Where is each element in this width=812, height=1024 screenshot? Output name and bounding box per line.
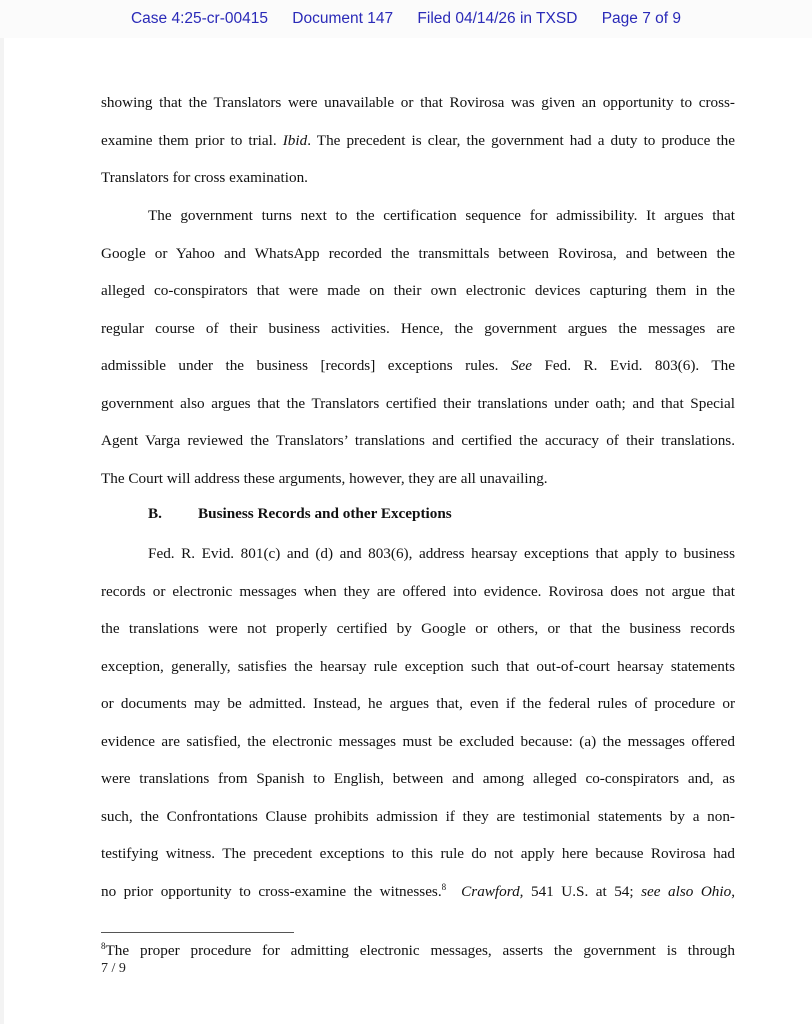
ecf-header — [0, 0, 812, 38]
text-run: Fed. R. Evid. 803(6). The — [532, 357, 735, 374]
footnote-marker: 8 — [101, 941, 106, 951]
footnote-8 — [101, 942, 735, 960]
text-line: regular course of their business activities. Hence, the government argues the messages are — [101, 319, 735, 337]
text-line: evidence are satisfied, the electronic messages must be excluded because: (a) the messages offered — [101, 732, 735, 750]
page-edge — [0, 0, 4, 1024]
text-line — [101, 347, 735, 385]
section-letter: B. — [148, 505, 162, 522]
citation-signal-italic: See — [510, 357, 533, 374]
text-run: 541 U.S. at 54; — [523, 882, 642, 900]
text-line — [101, 122, 735, 160]
footnote-reference[interactable]: 8 — [441, 881, 447, 892]
paragraph-2 — [101, 197, 735, 497]
text-line: Google or Yahoo and WhatsApp recorded the transmittals between Rovirosa, and between the — [101, 244, 735, 262]
text-line: testifying witness. The precedent exceptions to this rule do not apply here because Rovirosa had — [101, 845, 735, 862]
page-number: 7 / 9 — [101, 961, 126, 976]
text-line — [101, 873, 735, 911]
case-citation-italic: Crawford, — [461, 882, 524, 900]
case-citation-italic: see also Ohio — [641, 882, 732, 900]
text-run: no prior opportunity to cross-examine the witnesses. — [101, 882, 442, 900]
text-run: . The precedent is clear, the government had a duty to produce the — [307, 131, 735, 149]
text-run: , — [731, 882, 735, 900]
text-line: showing that the Translators were unavailable or that Rovirosa was given an opportunity to cross- — [101, 94, 735, 111]
text-line: The government turns next to the certification sequence for admissibility. It argues that — [148, 207, 735, 224]
case-number: Case 4:25-cr-00415 — [130, 10, 268, 27]
text-line: Agent Varga reviewed the Translators’ translations and certified the accuracy of their translations. — [101, 432, 735, 449]
ecf-header-line — [0, 10, 812, 28]
text-line: Fed. R. Evid. 801(c) and (d) and 803(6), address hearsay exceptions that apply to business — [148, 545, 735, 562]
footnote-divider — [101, 932, 294, 933]
text-line: government also argues that the Translators certified their translations under oath; and that Special — [101, 394, 735, 412]
text-run: admissible under the business [records] exceptions rules. — [101, 357, 511, 374]
filed-date: Filed 04/14/26 in TXSD — [417, 10, 578, 27]
text-line: Translators for cross examination. — [101, 169, 308, 186]
document-number: Document 147 — [292, 10, 394, 27]
paragraph-3 — [101, 535, 735, 910]
text-line: the translations were not properly certified by Google or others, or that the business records — [101, 620, 735, 637]
section-title: Business Records and other Exceptions — [198, 505, 452, 522]
citation-italic: Ibid — [282, 131, 308, 149]
paragraph-1 — [101, 84, 735, 197]
section-heading — [148, 505, 452, 523]
footnote-text: The proper procedure for admitting electronic messages, asserts the government is through — [105, 942, 735, 959]
text-line: alleged co-conspirators that were made on their own electronic devices capturing them in the — [101, 282, 735, 299]
text-line: exception, generally, satisfies the hearsay rule exception such that out-of-court hearsay statements — [101, 657, 735, 675]
text-line: such, the Confrontations Clause prohibits admission if they are testimonial statements by a non- — [101, 807, 735, 825]
text-line: The Court will address these arguments, however, they are all unavailing. — [101, 469, 548, 487]
text-line: were translations from Spanish to English, between and among alleged co-conspirators and, as — [101, 770, 735, 787]
text-line: or documents may be admitted. Instead, he argues that, even if the federal rules of procedure or — [101, 695, 735, 712]
page-indicator: Page 7 of 9 — [601, 10, 682, 27]
text-line: records or electronic messages when they are offered into evidence. Rovirosa does not argue that — [101, 582, 735, 600]
text-run: examine them prior to trial. — [101, 131, 283, 149]
